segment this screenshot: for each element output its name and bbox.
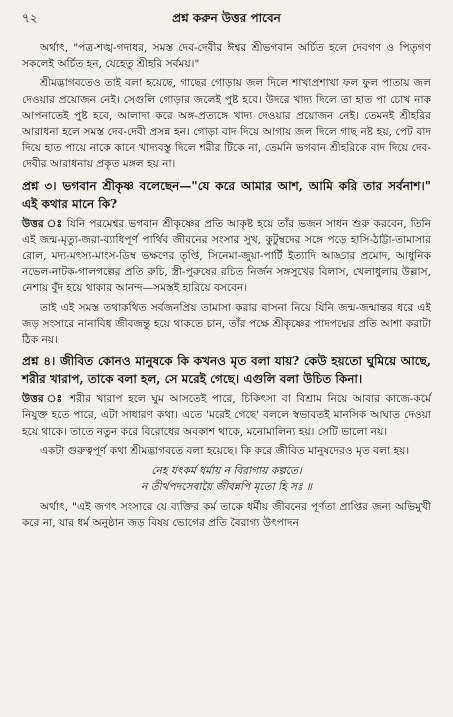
answer-4-label: উত্তর ঃ bbox=[22, 393, 65, 406]
answer-4-text: শরীর খারাপ হলে ঘুম আসতেই পারে, চিকিৎসা বা বিশ্রাম নিয়ে আবার কাজে-কর্মে নিযুক্ত হতে পারে, এটা সাধারণ কথা। এতে 'মরেই গেছে' বললে স্বভাবতই মানসিক আঘাত দেওয়া হয়ে থাকে। তাতে নতুন করে বিরোধের অবকাশ থাকে, মনোমালিন্য হয়। সেটি ভালো নয়। bbox=[22, 393, 431, 438]
paragraph-after-answer-3: তাই এই সমস্ত তথাকথিত সর্বজনপ্রিয় তামাসা করার বাসনা নিয়ে যিনি জন্ম-জন্মান্তর ধরে এই জড় সংসারে নানাবিধ জীবজন্তু হয়ে থাকতে চান, তাঁর পক্ষে শ্রীকৃষ্ণের পাদপদ্মের প্রতি আশা করাটা ঠিক নয়। bbox=[22, 301, 431, 347]
sanskrit-verse bbox=[22, 463, 431, 495]
question-4 bbox=[22, 352, 431, 388]
paragraph-after-answer-4: একটা গুরুত্বপূর্ণ কথা শ্রীমদ্ভাগবতে বলা হয়েছে। কি করে জীবিত মানুষদেরও মৃত বলা হয়। bbox=[40, 444, 410, 457]
paragraph-translation-1: অর্থাৎ, "পত্র-শঙ্খ-গদাধর, সমস্ত দেব-দেবীর ঈশ্বর শ্রীভগবান অর্চিত হলে দেবগণ ও পিতৃগণ সকলেই অর্চিত হন, যেহেতু শ্রীহরি সর্বময়।" bbox=[22, 42, 431, 71]
verse-line-1: নেহ যৎকর্ম ধর্মায় ন বিরাগায় কল্পতে। bbox=[151, 465, 302, 478]
verse-line-2: ন তীর্থপদসেবায়ৈ জীবন্নপি মৃতো হি সঃ ॥ bbox=[140, 481, 313, 494]
question-4-text: জীবিত কোনও মানুষকে কি কখনও মৃত বলা যায়? কেউ হয়তো ঘুমিয়ে আছে, শরীর খারাপ, তাকে বলা হল, সে মরেই গেছে। এগুলি বলা উচিত কিনা। bbox=[22, 354, 431, 387]
question-3 bbox=[22, 177, 431, 213]
answer-3 bbox=[22, 216, 431, 297]
paragraph-verse-translation: অর্থাৎ, "এই জগৎ সংসারে যে ব্যক্তির কর্ম তাকে ধর্মীয় জীবনের পূর্ণতা প্রাপ্তির জন্য অভিমুখী করে না, যার ধর্ম অনুষ্ঠান জড় বিষয় ভোগের প্রতি বৈরাগ্য উৎপাদন bbox=[22, 501, 431, 530]
question-3-label: প্রশ্ন ৩। bbox=[22, 178, 57, 193]
question-3-text: ভগবান শ্রীকৃষ্ণ বলেছেন—"যে করে আমার আশ, আমি করি তার সর্বনাশ।" এই কথার মানে কি? bbox=[22, 178, 431, 211]
question-4-label: প্রশ্ন ৪। bbox=[22, 354, 56, 369]
running-title: প্রশ্ন করুন উত্তর পাবেন bbox=[172, 11, 281, 25]
paragraph-bhagavatam: শ্রীমদ্ভাগবতেও তাই বলা হয়েছে, গাছের গোড়ায় জল দিলে শাখাপ্রশাখা ফল ফুল পাতায় জল দেওয়ার প্রয়োজন নেই। সেগুলি গোড়ার জলেই পুষ্ট হবে। উদরে খাদ্য দিলে তা হাত পা চোখ নাক আপনাতেই পুষ্ট হবে, আলাদা করে অঙ্গ-প্রত্যঙ্গে খাদ্য দেওয়ার প্রয়োজন নেই। তেমনই শ্রীহরির আরাধনা হলে সমস্ত দেব-দেবী প্রসন্ন হন। গোড়া বাদ দিয়ে আগায় জল দিলে গাছ নষ্ট হয়, পেট বাদ দিয়ে হাত পায়ে নাকে কানে খাদ্যবস্তু দিলে শরীর টিকে না, তেমনি ভগবান শ্রীহরিকে বাদ দিয়ে দেব-দেবীর আরাধনায় প্রকৃত মঙ্গল হয় না। bbox=[22, 77, 431, 171]
page-number: ৭২ bbox=[22, 11, 38, 25]
page-header bbox=[22, 10, 431, 30]
answer-4 bbox=[22, 391, 431, 440]
answer-3-text: যিনি পরমেশ্বর ভগবান শ্রীকৃষ্ণের প্রতি আকৃষ্ট হয়ে তাঁর ভজন সাধন শুরু করবেন, তিনি এই জন্ম-মৃত্যু-জরা-ব্যাধিপূর্ণ পার্থিব জীবনের সংসার সুখ, কুটুম্বদের সঙ্গে পড়ে হাসি-ঠাট্টা-তামাসার রোল, মদ্য-মৎস্য-মাংস-ডিম্ব ভক্ষণের তৃপ্তি, সিনেমা-জুয়া-পার্টি ইত্যাদি আড্ডার প্রমোদ, আধুনিক নভেল-নাটক-গালগল্পের প্রতি রুচি, স্ত্রী-পুরুষের রচিত নির্জন সঙ্গসুখের বিলাস, খেলাধুলার উল্লাস, নেশায় বুঁদ হয়ে থাকার আনন্দ—সমস্তই হারিয়ে বসবেন। bbox=[22, 217, 431, 295]
answer-3-label: উত্তর ঃ bbox=[22, 217, 63, 230]
